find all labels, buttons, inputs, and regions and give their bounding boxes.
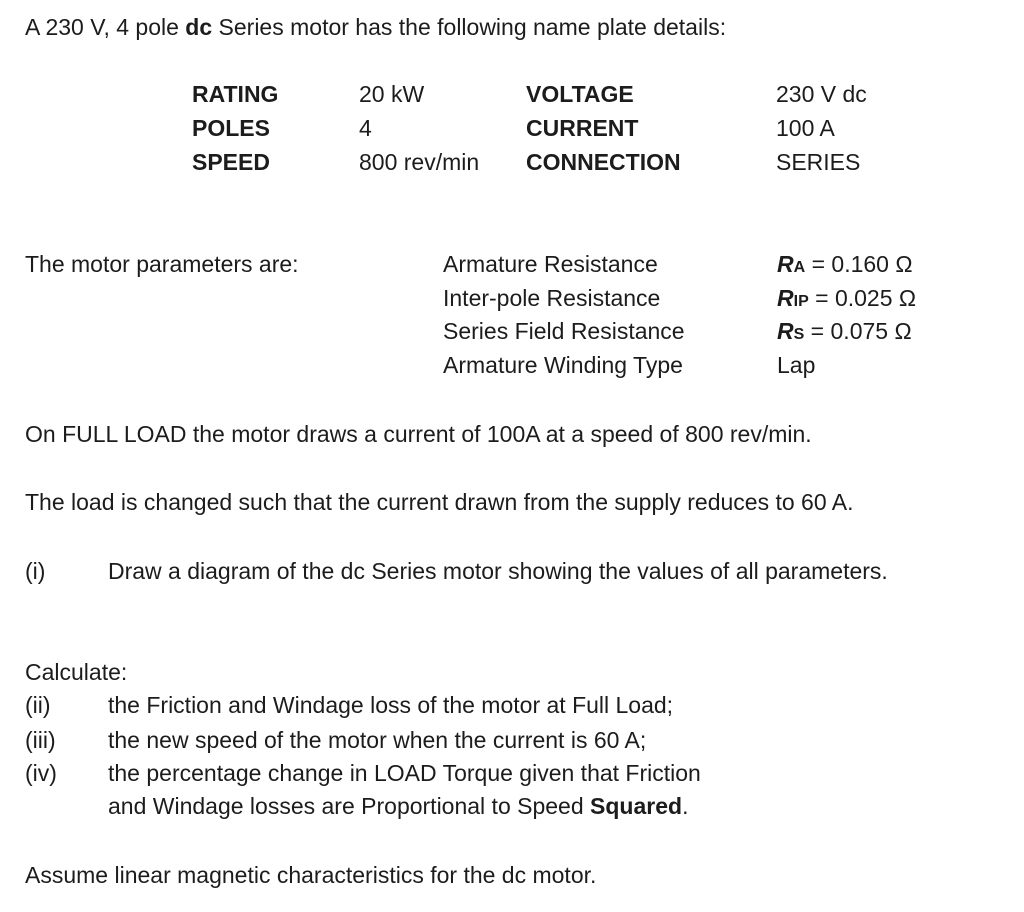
full-load-statement: On FULL LOAD the motor draws a current of 100A at a speed of 800 rev/min.	[25, 421, 812, 447]
question-text-line1: the percentage change in LOAD Torque given that Friction	[108, 760, 701, 786]
nameplate-label: SPEED	[192, 149, 270, 175]
nameplate-label: CURRENT	[526, 115, 639, 141]
parameter-value: Lap	[777, 352, 816, 378]
nameplate-value: SERIES	[776, 149, 861, 175]
question-text-line2-bold: Squared	[590, 793, 683, 819]
nameplate-label: RATING	[192, 81, 279, 107]
nameplate-label: CONNECTION	[526, 149, 681, 175]
parameter-subscript: A	[793, 259, 806, 276]
question-text: the Friction and Windage loss of the motor at Full Load;	[108, 692, 674, 718]
question-number: (i)	[25, 558, 46, 584]
nameplate-label: VOLTAGE	[526, 81, 634, 107]
intro-text-after: Series motor has the following name plate details:	[212, 14, 727, 40]
parameter-subscript: IP	[793, 293, 809, 310]
nameplate-value: 230 V dc	[776, 81, 867, 107]
intro-line	[25, 14, 726, 41]
parameter-symbol: R	[777, 251, 794, 277]
question-text: Draw a diagram of the dc Series motor showing the values of all parameters.	[108, 558, 888, 584]
question-number: (iii)	[25, 727, 56, 753]
parameters-heading: The motor parameters are:	[25, 251, 299, 277]
parameter-value	[777, 318, 912, 345]
nameplate-label: POLES	[192, 115, 270, 141]
parameter-number: = 0.075 Ω	[804, 318, 912, 344]
parameter-value	[777, 251, 913, 278]
parameter-value	[777, 285, 916, 312]
parameter-symbol: R	[777, 285, 794, 311]
parameter-symbol: R	[777, 318, 794, 344]
nameplate-value: 20 kW	[359, 81, 425, 107]
parameter-name: Armature Winding Type	[443, 352, 683, 378]
calculate-heading: Calculate:	[25, 659, 128, 685]
nameplate-value: 100 A	[776, 115, 835, 141]
question-number: (ii)	[25, 692, 51, 718]
parameter-number: = 0.160 Ω	[805, 251, 913, 277]
question-text-line2	[108, 793, 688, 820]
parameter-subscript: S	[793, 326, 805, 343]
parameter-name: Inter-pole Resistance	[443, 285, 661, 311]
parameter-name: Series Field Resistance	[443, 318, 685, 344]
nameplate-value: 4	[359, 115, 372, 141]
load-change-statement: The load is changed such that the current drawn from the supply reduces to 60 A.	[25, 489, 854, 515]
question-number: (iv)	[25, 760, 57, 786]
intro-text-bold: dc	[185, 14, 213, 40]
intro-text-before: A 230 V, 4 pole	[25, 14, 186, 40]
parameter-number: = 0.025 Ω	[808, 285, 917, 311]
question-text-line2-before: and Windage losses are Proportional to Speed	[108, 793, 591, 819]
question-text-line2-after: .	[682, 793, 689, 819]
question-text: the new speed of the motor when the current is 60 A;	[108, 727, 647, 753]
parameter-name: Armature Resistance	[443, 251, 658, 277]
assumption-statement: Assume linear magnetic characteristics for the dc motor.	[25, 862, 597, 888]
nameplate-value: 800 rev/min	[359, 149, 480, 175]
